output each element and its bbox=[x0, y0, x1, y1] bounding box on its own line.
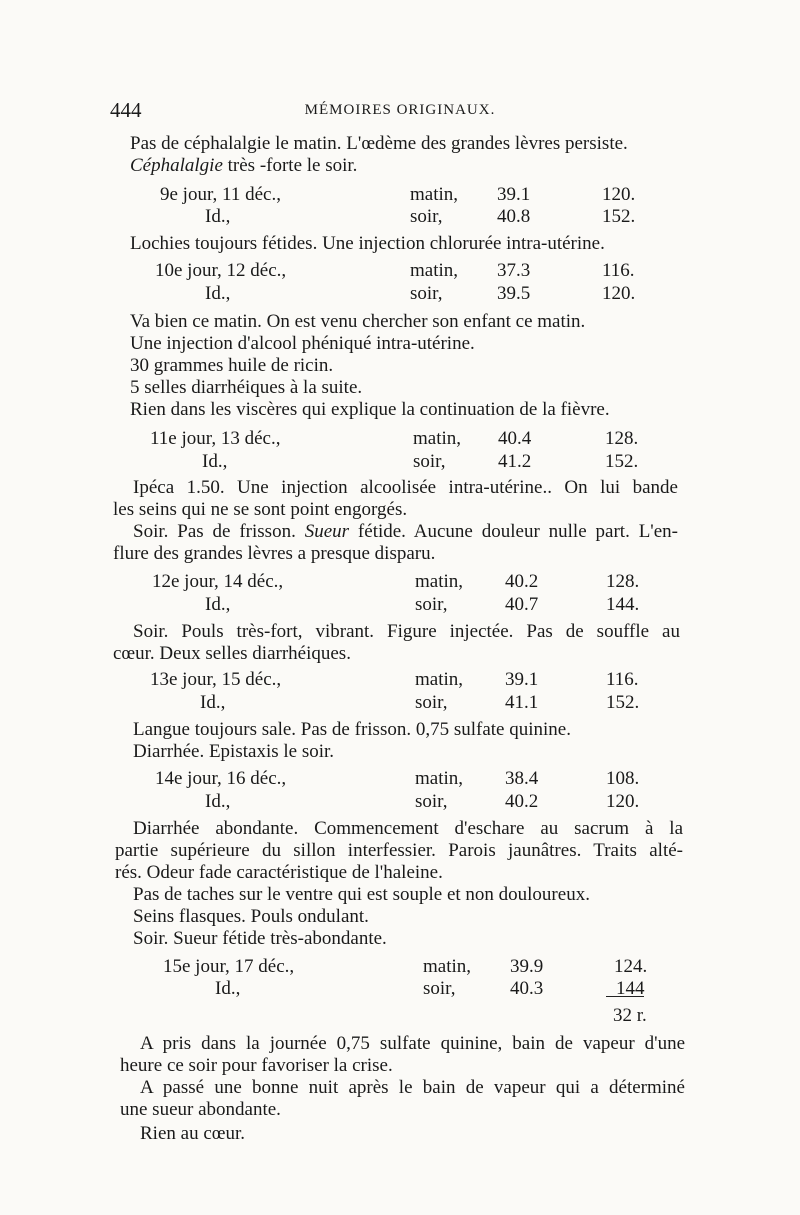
record-time: soir, bbox=[423, 978, 456, 999]
record-day: Id., bbox=[205, 283, 231, 304]
record-time: matin, bbox=[423, 956, 472, 977]
record-time: matin, bbox=[415, 571, 464, 592]
sum-rule bbox=[606, 996, 644, 997]
record-time: soir, bbox=[415, 692, 448, 713]
record-temperature: 40.3 bbox=[510, 978, 544, 999]
record-pulse: 124. bbox=[614, 956, 648, 977]
record-time: soir, bbox=[415, 594, 448, 615]
record-temperature: 40.7 bbox=[505, 594, 539, 615]
record-pulse: 120. bbox=[606, 791, 640, 812]
record-time: matin, bbox=[415, 669, 464, 690]
record-pulse: 128. bbox=[605, 428, 639, 449]
record-day: Id., bbox=[205, 594, 231, 615]
record-day: 9e jour, 11 déc., bbox=[160, 184, 281, 205]
record-time: soir, bbox=[413, 451, 446, 472]
record-temperature: 37.3 bbox=[497, 260, 531, 281]
record-time: matin, bbox=[410, 260, 459, 281]
text-line: Lochies toujours fétides. Une injection chlorurée intra-utérine. bbox=[130, 233, 605, 254]
record-pulse: 144 bbox=[616, 978, 645, 999]
text-line: Soir. Sueur fétide très-abondante. bbox=[133, 928, 387, 949]
record-temperature: 40.4 bbox=[498, 428, 532, 449]
record-day: Id., bbox=[205, 206, 231, 227]
text-line: Diarrhée. Epistaxis le soir. bbox=[133, 741, 335, 762]
text-line: Pas de taches sur le ventre qui est souple et non douloureux. bbox=[133, 884, 590, 905]
record-day: Id., bbox=[202, 451, 228, 472]
record-pulse: 116. bbox=[606, 669, 639, 690]
record-temperature: 38.4 bbox=[505, 768, 539, 789]
record-pulse: 108. bbox=[606, 768, 640, 789]
page-number: 444 bbox=[110, 98, 142, 122]
text-line: Diarrhée abondante. Commencement d'eschare au sacrum à la bbox=[133, 818, 683, 839]
text-span: très -forte le soir. bbox=[222, 155, 358, 176]
text-line: rés. Odeur fade caractéristique de l'haleine. bbox=[115, 862, 443, 883]
text-line: Rien dans les viscères qui explique la continuation de la fièvre. bbox=[130, 399, 610, 420]
record-temperature: 40.2 bbox=[505, 791, 539, 812]
record-day: 10e jour, 12 déc., bbox=[155, 260, 287, 281]
text-line: heure ce soir pour favoriser la crise. bbox=[120, 1055, 393, 1076]
text-line: une sueur abondante. bbox=[120, 1099, 281, 1120]
record-time: matin, bbox=[410, 184, 459, 205]
record-temperature: 39.1 bbox=[505, 669, 539, 690]
text-line: cœur. Deux selles diarrhéiques. bbox=[113, 643, 351, 664]
text-line: Seins flasques. Pouls ondulant. bbox=[133, 906, 369, 927]
record-day: Id., bbox=[200, 692, 226, 713]
record-time: soir, bbox=[410, 206, 443, 227]
record-pulse: 152. bbox=[605, 451, 639, 472]
record-pulse: 116. bbox=[602, 260, 635, 281]
text-line: Va bien ce matin. On est venu chercher son enfant ce matin. bbox=[130, 311, 586, 332]
record-pulse: 120. bbox=[602, 283, 636, 304]
record-time: matin, bbox=[413, 428, 462, 449]
record-pulse: 152. bbox=[606, 692, 640, 713]
record-day: 12e jour, 14 déc., bbox=[152, 571, 284, 592]
record-day: Id., bbox=[205, 791, 231, 812]
record-temperature: 39.9 bbox=[510, 956, 544, 977]
text-line: Rien au cœur. bbox=[140, 1123, 246, 1144]
record-time: soir, bbox=[415, 791, 448, 812]
text-line: partie supérieure du sillon interfessier. Parois jaunâtres. Traits alté- bbox=[115, 840, 683, 861]
record-day: Id., bbox=[215, 978, 241, 999]
text-line: Pas de céphalalgie le matin. L'œdème des grandes lèvres persiste. bbox=[130, 133, 628, 154]
record-day: 14e jour, 16 déc., bbox=[155, 768, 287, 789]
record-time: soir, bbox=[410, 283, 443, 304]
text-line: 5 selles diarrhéiques à la suite. bbox=[130, 377, 363, 398]
record-pulse: 120. bbox=[602, 184, 636, 205]
record-temperature: 40.2 bbox=[505, 571, 539, 592]
page-header bbox=[110, 98, 690, 124]
running-title: MÉMOIRES ORIGINAUX. bbox=[304, 102, 496, 118]
text-line: Langue toujours sale. Pas de frisson. 0,75 sulfate quinine. bbox=[133, 719, 571, 740]
record-temperature: 39.5 bbox=[497, 283, 531, 304]
text-span: Soir. Pas de frisson. bbox=[133, 521, 305, 542]
record-day: 11e jour, 13 déc., bbox=[150, 428, 281, 449]
record-temperature: 39.1 bbox=[497, 184, 531, 205]
italic-word: Sueur bbox=[304, 521, 350, 542]
record-temperature: 41.2 bbox=[498, 451, 532, 472]
record-temperature: 40.8 bbox=[497, 206, 531, 227]
text-line: les seins qui ne se sont point engorgés. bbox=[113, 499, 408, 520]
text-line: Une injection d'alcool phéniqué intra-utérine. bbox=[130, 333, 475, 354]
text-line: A passé une bonne nuit après le bain de vapeur qui a déterminé bbox=[140, 1077, 685, 1098]
record-pulse: 152. bbox=[602, 206, 636, 227]
text-span: fétide. Aucune douleur nulle part. L'en- bbox=[349, 521, 678, 542]
record-day: 15e jour, 17 déc., bbox=[163, 956, 295, 977]
text-line: Soir. Pouls très-fort, vibrant. Figure injectée. Pas de souffle au bbox=[133, 621, 680, 642]
record-pulse: 128. bbox=[606, 571, 640, 592]
record-time: matin, bbox=[415, 768, 464, 789]
record-day: 13e jour, 15 déc., bbox=[150, 669, 282, 690]
italic-word: Céphalalgie bbox=[130, 155, 223, 176]
respiration-total: 32 r. bbox=[613, 1005, 647, 1026]
text-line: flure des grandes lèvres a presque disparu. bbox=[113, 543, 436, 564]
text-line: 30 grammes huile de ricin. bbox=[130, 355, 334, 376]
text-line bbox=[130, 155, 357, 177]
text-line: A pris dans la journée 0,75 sulfate quinine, bain de vapeur d'une bbox=[140, 1033, 685, 1054]
text-line bbox=[133, 521, 678, 543]
record-pulse: 144. bbox=[606, 594, 640, 615]
text-line: Ipéca 1.50. Une injection alcoolisée intra-utérine.. On lui bande bbox=[133, 477, 678, 498]
record-temperature: 41.1 bbox=[505, 692, 539, 713]
